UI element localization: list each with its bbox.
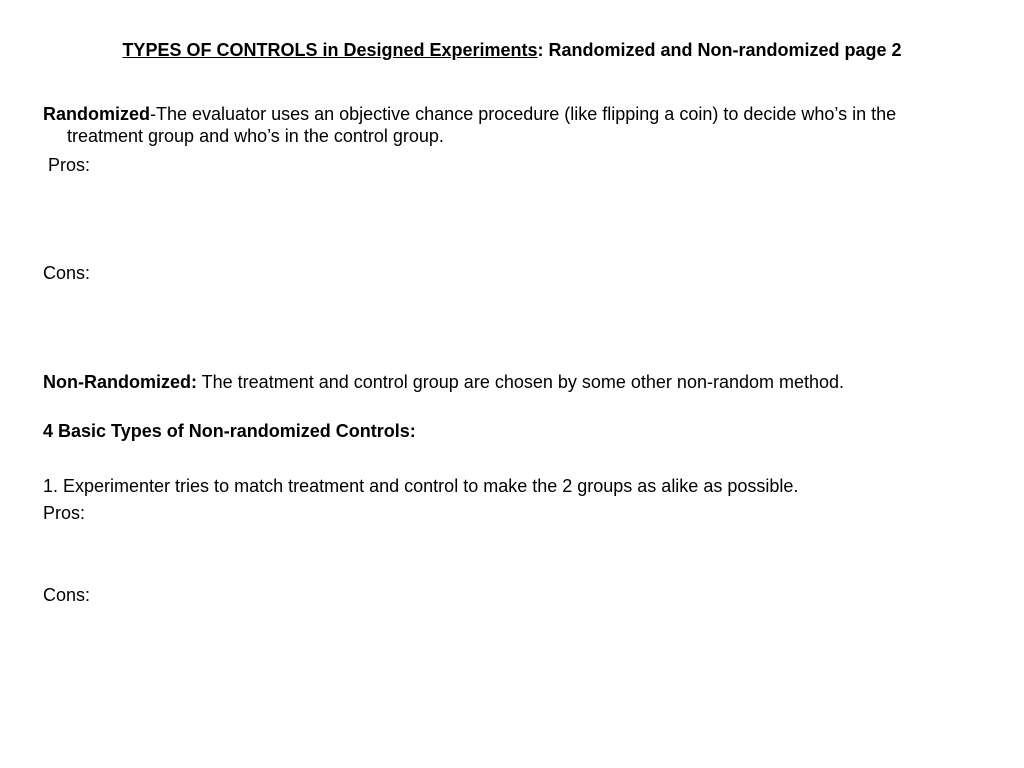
non-randomized-term: Non-Randomized: [43,372,197,392]
non-randomized-cons-label: Cons: [43,585,91,605]
page-title [0,40,1024,61]
randomized-term: Randomized [43,104,151,124]
title-rest: : Randomized and Non-randomized page 2 [537,40,902,60]
title-underlined: TYPES OF CONTROLS in Designed Experiments [122,40,538,60]
randomized-definition [43,103,967,147]
randomized-cons-label: Cons: [43,263,91,283]
basic-types-heading: 4 Basic Types of Non-randomized Controls: [43,421,416,441]
non-randomized-pros-label: Pros: [43,503,86,523]
randomized-definition-text: -The evaluator uses an objective chance procedure (like flipping a coin) to decide who’s in the treatment group and who’s in the control group. [67,104,897,146]
randomized-pros-label: Pros: [43,155,91,175]
type-1-text: 1. Experimenter tries to match treatment and control to make the 2 groups as alike as possible. [43,476,799,496]
non-randomized-definition [43,371,967,393]
non-randomized-definition-text: The treatment and control group are chosen by some other non-random method. [196,372,845,392]
